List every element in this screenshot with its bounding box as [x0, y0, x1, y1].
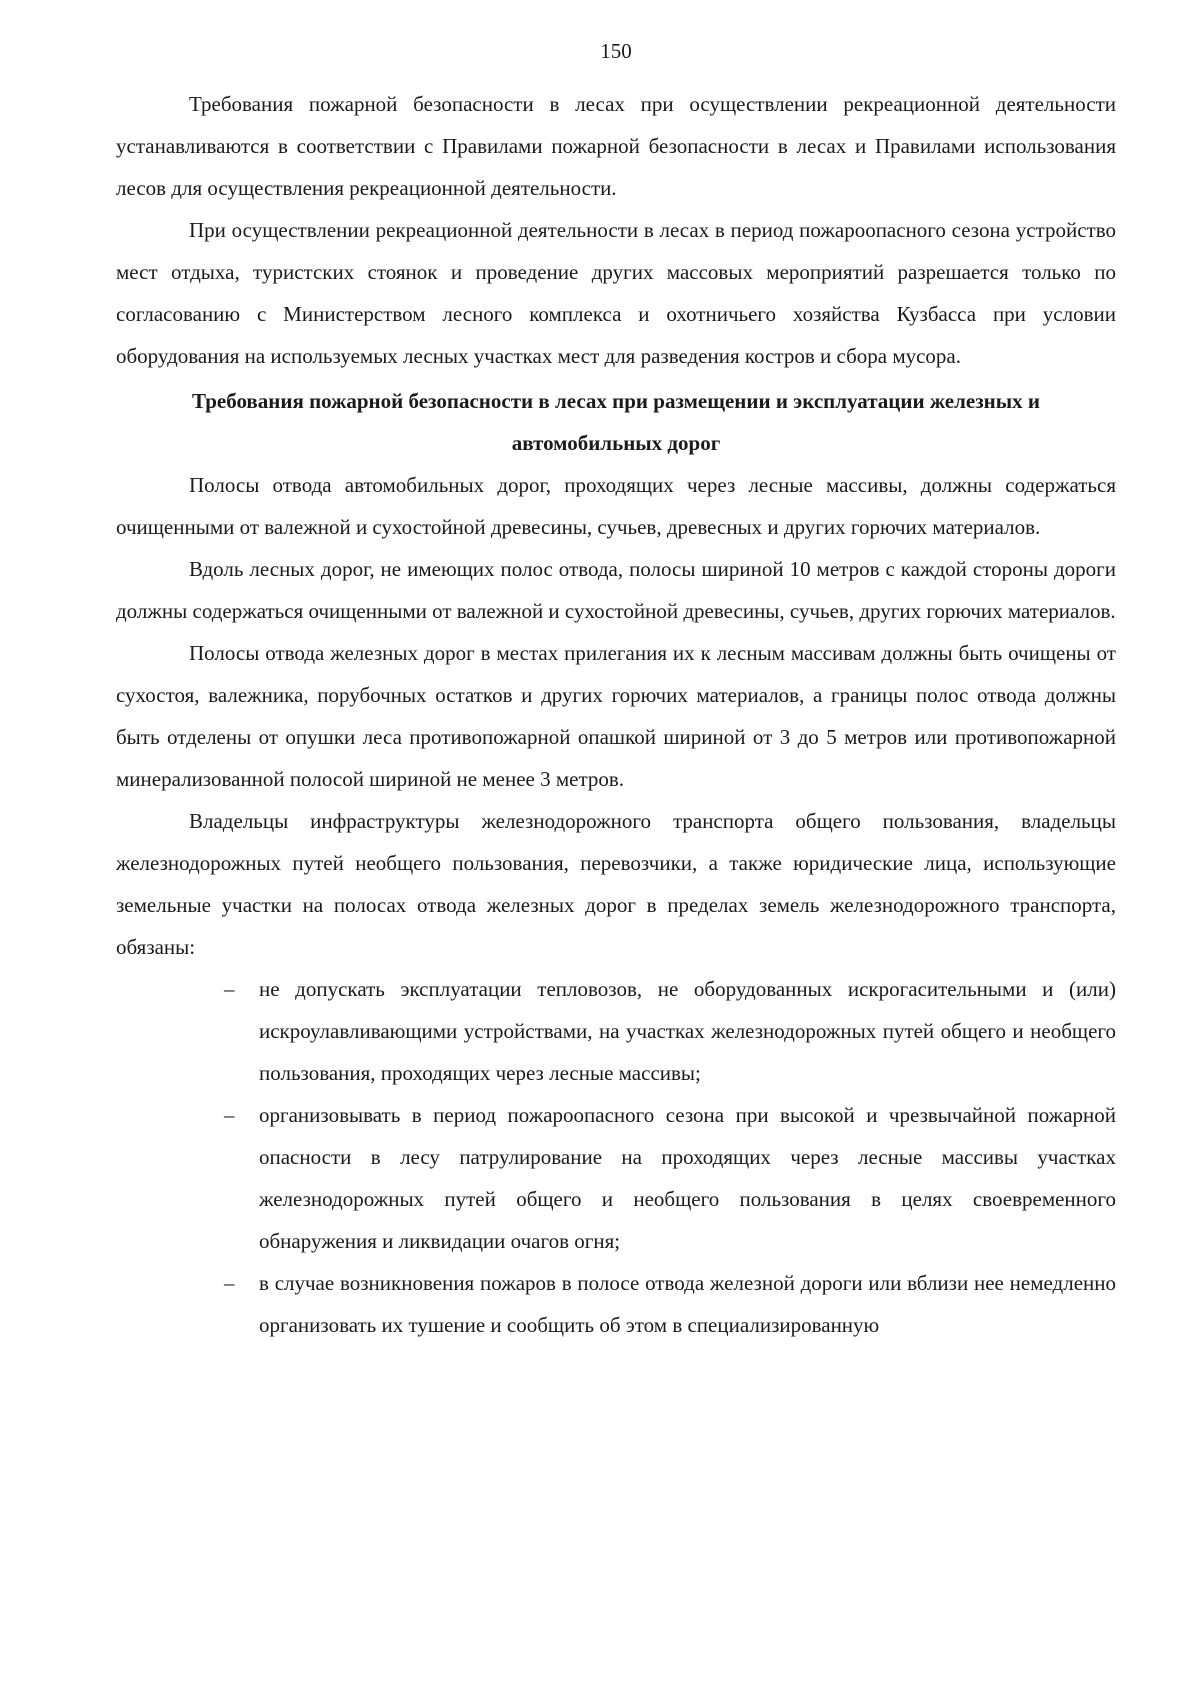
dash-marker: –	[224, 1103, 235, 1127]
paragraph-forest-roads: Вдоль лесных дорог, не имеющих полос отвода, полосы шириной 10 метров с каждой стороны дороги должны содержаться очищенными от валежной и сухостойной древесины, сучьев, других горючих материалов.	[116, 557, 1116, 623]
page-number: 150	[600, 39, 632, 63]
paragraph-railway-owners: Владельцы инфраструктуры железнодорожного транспорта общего пользования, владельцы железнодорожных путей необщего пользования, перевозчики, а также юридические лица, использующие земельные участки на полосах отвода железных дорог в пределах земель железнодорожного транспорта, обязаны:	[116, 809, 1116, 959]
list-item-text: в случае возникновения пожаров в полосе отвода железной дороги или вблизи нее немедленно организовать их тушение и сообщить об этом в специализированную	[259, 1271, 1116, 1337]
list-item	[224, 968, 1116, 1094]
paragraph-road-strips: Полосы отвода автомобильных дорог, проходящих через лесные массивы, должны содержаться очищенными от валежной и сухостойной древесины, сучьев, древесных и других горючих материалов.	[116, 473, 1116, 539]
list-item	[224, 1094, 1116, 1262]
document-page	[116, 36, 1116, 1346]
list-item-text: не допускать эксплуатации тепловозов, не оборудованных искрогасительными и (или) искроулавливающими устройствами, на участках железнодорожных путей общего и необщего пользования, проходящих через лесные массивы;	[259, 977, 1116, 1085]
dash-marker: –	[224, 1271, 235, 1295]
list-item	[224, 1262, 1116, 1346]
section-heading: Требования пожарной безопасности в лесах при размещении и эксплуатации железных и автомобильных дорог	[192, 389, 1040, 455]
obligations-list	[116, 968, 1116, 1346]
list-item-text: организовывать в период пожароопасного сезона при высокой и чрезвычайной пожарной опасности в лесу патрулирование на проходящих через лесные массивы участках железнодорожных путей общего и необщего пользования в целях своевременного обнаружения и ликвидации очагов огня;	[259, 1103, 1116, 1253]
paragraph-railway-strips: Полосы отвода железных дорог в местах прилегания их к лесным массивам должны быть очищены от сухостоя, валежника, порубочных остатков и других горючих материалов, а границы полос отвода должны быть отделены от опушки леса противопожарной опашкой шириной от 3 до 5 метров или противопожарной минерализованной полосой шириной не менее 3 метров.	[116, 641, 1116, 791]
dash-marker: –	[224, 977, 235, 1001]
paragraph-intro-2: При осуществлении рекреационной деятельности в лесах в период пожароопасного сезона устройство мест отдыха, туристских стоянок и проведение других массовых мероприятий разрешается только по согласованию с Министерством лесного комплекса и охотничьего хозяйства Кузбасса при условии оборудования на используемых лесных участках мест для разведения костров и сбора мусора.	[116, 218, 1116, 368]
paragraph-intro-1: Требования пожарной безопасности в лесах при осуществлении рекреационной деятельности устанавливаются в соответствии с Правилами пожарной безопасности в лесах и Правилами использования лесов для осуществления рекреационной деятельности.	[116, 92, 1116, 200]
